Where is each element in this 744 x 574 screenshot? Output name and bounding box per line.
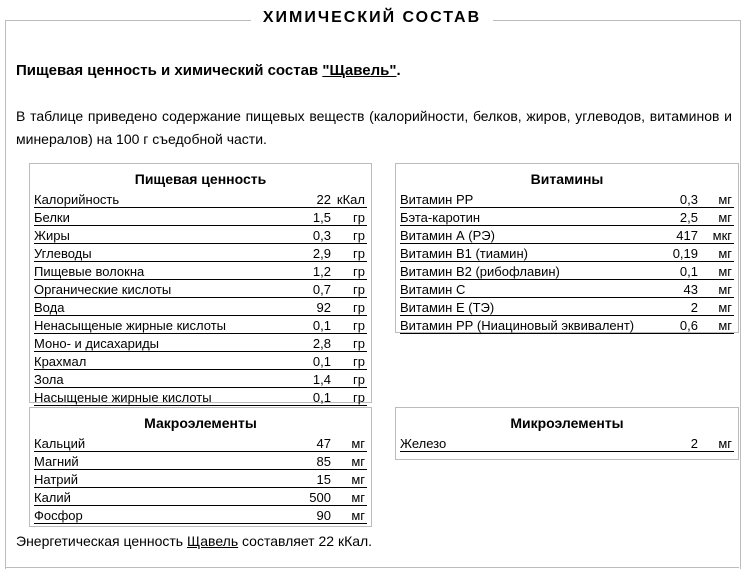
table-row (400, 190, 734, 208)
heading-prefix: Пищевая ценность и химический состав (16, 62, 323, 79)
row-value: 90 (316, 508, 331, 523)
table-row (34, 316, 367, 334)
microelements-table (395, 407, 739, 460)
footer-prefix: Энергетическая ценность (16, 533, 187, 549)
row-unit: гр (353, 336, 365, 351)
nutrition-table (29, 163, 372, 403)
row-value: 1,4 (312, 372, 331, 387)
row-name: Зола (34, 372, 64, 387)
row-unit: мг (351, 472, 365, 487)
row-unit: гр (353, 282, 365, 297)
table-row (400, 316, 734, 334)
vitamins-title: Витамины (530, 171, 604, 187)
row-value: 2,9 (312, 246, 331, 261)
table-row (34, 280, 367, 298)
row-unit: гр (353, 354, 365, 369)
row-value: 417 (676, 228, 698, 243)
table-row (34, 226, 367, 244)
table-row (34, 262, 367, 280)
row-unit: мг (351, 436, 365, 451)
row-unit: мг (351, 454, 365, 469)
macro-title: Макроэлементы (144, 415, 257, 431)
row-value: 92 (316, 300, 331, 315)
row-name: Моно- и дисахариды (34, 336, 160, 351)
row-name: Ненасыщеные жирные кислоты (34, 318, 226, 333)
row-value: 15 (316, 472, 331, 487)
row-name: Витамин В2 (рибофлавин) (400, 264, 560, 279)
table-row (34, 190, 367, 208)
table-row (34, 434, 367, 452)
product-link[interactable]: "Щавель" (322, 62, 397, 79)
row-unit: мг (718, 192, 732, 207)
row-value: 0,3 (679, 192, 698, 207)
row-name: Витамин РР (Ниациновый эквивалент) (400, 318, 635, 333)
page-heading (16, 62, 401, 79)
row-name: Органические кислоты (34, 282, 172, 297)
row-unit: гр (353, 210, 365, 225)
row-value: 43 (683, 282, 698, 297)
row-unit: мг (718, 436, 732, 451)
row-value: 0,6 (679, 318, 698, 333)
row-name: Калий (34, 490, 71, 505)
row-value: 0,1 (312, 354, 331, 369)
table-row (34, 488, 367, 506)
table-row (400, 298, 734, 316)
row-unit: гр (353, 372, 365, 387)
row-name: Витамин В1 (тиамин) (400, 246, 528, 261)
row-value: 2,8 (312, 336, 331, 351)
row-name: Крахмал (34, 354, 87, 369)
table-row (400, 226, 734, 244)
row-unit: мг (351, 490, 365, 505)
table-row (400, 280, 734, 298)
row-name: Витамин Е (ТЭ) (400, 300, 495, 315)
row-name: Витамин А (РЭ) (400, 228, 495, 243)
row-value: 2,5 (679, 210, 698, 225)
row-unit: мг (718, 210, 732, 225)
row-value: 0,1 (312, 390, 331, 405)
row-unit: гр (353, 264, 365, 279)
row-value: 47 (316, 436, 331, 451)
intro-paragraph: В таблице приведено содержание пищевых веществ (калорийности, белков, жиров, углеводов, витаминов и минералов) на 100 г съедобной части. (16, 108, 732, 147)
row-unit: мг (718, 282, 732, 297)
row-value: 0,3 (312, 228, 331, 243)
row-name: Фосфор (34, 508, 83, 523)
frame-bottom-line (5, 567, 739, 568)
footer-product-link[interactable]: Щавель (186, 533, 239, 549)
row-name: Пищевые волокна (34, 264, 145, 279)
row-unit: мг (718, 318, 732, 333)
table-row (34, 208, 367, 226)
row-unit: мг (351, 508, 365, 523)
row-unit: гр (353, 300, 365, 315)
row-unit: мг (718, 264, 732, 279)
row-name: Углеводы (34, 246, 92, 261)
table-row (34, 298, 367, 316)
row-value: 85 (316, 454, 331, 469)
row-value: 0,7 (312, 282, 331, 297)
row-value: 500 (309, 490, 331, 505)
table-row (34, 352, 367, 370)
table-row (34, 470, 367, 488)
table-row (34, 506, 367, 524)
row-name: Магний (34, 454, 79, 469)
table-row (400, 244, 734, 262)
heading-suffix: . (396, 62, 401, 79)
row-name: Жиры (34, 228, 70, 243)
table-row (34, 388, 367, 406)
table-row (400, 208, 734, 226)
row-unit: мг (718, 246, 732, 261)
table-row (34, 334, 367, 352)
macroelements-table (29, 407, 372, 527)
nutrition-title: Пищевая ценность (134, 171, 267, 187)
row-unit: мкг (712, 228, 732, 243)
row-name: Бэта-каротин (400, 210, 481, 225)
table-row (34, 452, 367, 470)
row-value: 1,2 (312, 264, 331, 279)
micro-title: Микроэлементы (510, 415, 624, 431)
row-value: 2 (690, 300, 698, 315)
row-value: 0,1 (312, 318, 331, 333)
table-row (400, 434, 734, 452)
table-row (34, 370, 367, 388)
row-unit: гр (353, 318, 365, 333)
row-name: Железо (400, 436, 447, 451)
row-unit: мг (718, 300, 732, 315)
row-name: Кальций (34, 436, 86, 451)
vitamins-table (395, 163, 739, 333)
row-name: Натрий (34, 472, 79, 487)
row-name: Витамин РР (400, 192, 474, 207)
footer-suffix: составляет 22 кКал. (238, 533, 373, 549)
row-name: Вода (34, 300, 65, 315)
row-value: 22 (316, 192, 331, 207)
row-name: Калорийность (34, 192, 120, 207)
section-title-text: ХИМИЧЕСКИЙ СОСТАВ (251, 9, 493, 26)
row-name: Белки (34, 210, 70, 225)
row-value: 0,1 (679, 264, 698, 279)
table-row (400, 262, 734, 280)
section-title (0, 9, 744, 27)
row-unit: кКал (336, 192, 365, 207)
row-name: Насыщеные жирные кислоты (34, 390, 212, 405)
table-row (34, 244, 367, 262)
row-unit: гр (353, 228, 365, 243)
row-value: 2 (690, 436, 698, 451)
row-value: 0,19 (672, 246, 698, 261)
row-value: 1,5 (312, 210, 331, 225)
row-name: Витамин С (400, 282, 466, 297)
row-unit: гр (353, 390, 365, 405)
row-unit: гр (353, 246, 365, 261)
energy-footer (16, 533, 372, 549)
intro-text (16, 105, 732, 151)
